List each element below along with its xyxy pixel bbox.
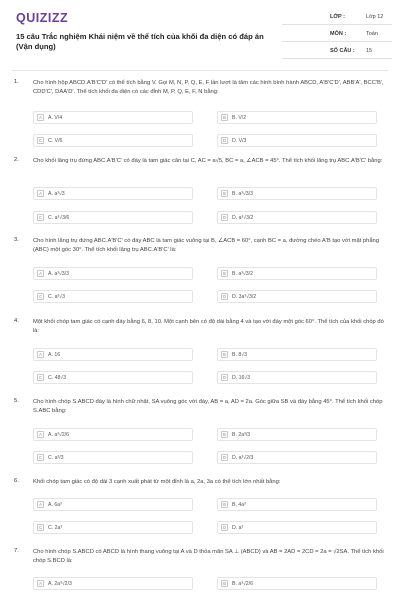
question-text: Cho hình chóp S.ABCD đáy là hình chữ nhật, SA vuông góc với đáy, AB = a, AD = 2a. Góc giữa SB và đáy bằng 45°. Thể tích khối chóp S.ABC bằng: bbox=[33, 399, 383, 414]
worksheet-title: 15 câu Trắc nghiệm Khái niệm về thể tích của khối đa diện có đáp án (Vận dụng) bbox=[16, 32, 264, 51]
option-letter: B bbox=[221, 431, 228, 438]
option-letter: C bbox=[38, 455, 43, 460]
option-letter: A bbox=[37, 501, 44, 508]
option-letter: B bbox=[221, 501, 228, 508]
option-letter: A bbox=[37, 270, 44, 277]
option-letter: C bbox=[38, 138, 43, 143]
meta-label: SỐ CÂU : bbox=[330, 48, 355, 54]
option-letter: A bbox=[37, 190, 44, 197]
meta-label: MÔN : bbox=[330, 31, 347, 37]
option-b[interactable] bbox=[217, 498, 387, 511]
worksheet-meta bbox=[282, 8, 392, 59]
question-number: 4. bbox=[14, 318, 19, 324]
option-text: B. 8√3 bbox=[232, 351, 247, 358]
option-letter: D bbox=[222, 455, 227, 460]
option-text: D. a³√2/3 bbox=[232, 454, 254, 461]
option-a[interactable] bbox=[33, 267, 203, 280]
option-d[interactable] bbox=[217, 521, 387, 534]
meta-value: Toán bbox=[366, 31, 378, 37]
worksheet-header bbox=[0, 0, 400, 66]
option-text: A. 2a³√2/3 bbox=[48, 580, 72, 587]
question-number: 3. bbox=[14, 237, 19, 243]
option-letter: D bbox=[222, 215, 227, 220]
meta-value: 15 bbox=[366, 48, 373, 54]
option-text: C. 2a³ bbox=[48, 524, 63, 531]
option-letter: B bbox=[221, 351, 228, 358]
meta-row-grade bbox=[282, 8, 392, 25]
option-letter: B bbox=[221, 114, 228, 121]
option-b[interactable] bbox=[217, 267, 387, 280]
option-letter: C bbox=[38, 375, 43, 380]
option-c[interactable] bbox=[33, 290, 203, 303]
option-text: C. a³√3 bbox=[48, 293, 65, 300]
option-letter: D bbox=[222, 294, 227, 299]
option-d[interactable] bbox=[217, 134, 387, 147]
option-text: A. a³√3 bbox=[48, 190, 65, 197]
option-letter: D bbox=[222, 375, 227, 380]
question-text: Cho hình lăng trụ đứng ABC.A'B'C' có đáy ABC là tam giác vuông tại B, ∠ACB = 60°, cạnh BC = a, đường chéo A'B tạo với mặt phẳng (ABC) một góc 30°. Thể tích khối lăng trụ ABC.A'B'C' là: bbox=[33, 238, 380, 253]
option-letter: A bbox=[37, 351, 44, 358]
question-text: Cho hình chóp S.ABCD có ABCD là hình thang vuông tại A và D thỏa mãn SA ⊥ (ABCD) và AB = 2AD = 2CD = 2a = √2SA. Thể tích khối chóp S.BCD là: bbox=[33, 549, 384, 564]
option-b[interactable] bbox=[217, 348, 387, 361]
meta-label: LỚP : bbox=[330, 14, 345, 20]
option-c[interactable] bbox=[33, 211, 203, 224]
option-letter: C bbox=[38, 294, 43, 299]
option-a[interactable] bbox=[33, 111, 203, 124]
option-letter: A bbox=[37, 114, 44, 121]
question-number: 5. bbox=[14, 398, 19, 404]
option-text: D. 3a³√3/2 bbox=[232, 293, 257, 300]
option-letter: B bbox=[221, 580, 228, 587]
option-b[interactable] bbox=[217, 111, 387, 124]
meta-value: Lớp 12 bbox=[366, 14, 384, 20]
option-text: A. 6a³ bbox=[48, 501, 62, 508]
option-text: D. V/3 bbox=[232, 137, 247, 144]
question-text: Cho khối lăng trụ đứng ABC.A'B'C' có đáy là tam giác cân tại C, AC = a√5, BC = a, ∠ACB = 45°. Thể tích khối lăng trụ ABC.A'B'C' bằng: bbox=[33, 158, 383, 164]
header-divider bbox=[12, 70, 388, 71]
question-text: Khối chóp tam giác có độ dài 3 cạnh xuất phát từ một đỉnh là a, 2a, 3a có thể tích lớn nhất bằng: bbox=[33, 479, 281, 485]
option-letter: D bbox=[222, 525, 227, 530]
option-text: B. a³√2/6 bbox=[232, 580, 254, 587]
option-letter: C bbox=[38, 525, 43, 530]
meta-row-subject bbox=[282, 25, 392, 42]
option-text: C. a³√3/6 bbox=[48, 214, 70, 221]
option-text: A. V/4 bbox=[48, 114, 63, 121]
option-c[interactable] bbox=[33, 371, 203, 384]
option-a[interactable] bbox=[33, 498, 203, 511]
question-number: 2. bbox=[14, 157, 19, 163]
question-text: Một khối chóp tam giác có cạnh đáy bằng 6, 8, 10. Một cạnh bên có độ dài bằng 4 và tạo với đáy một góc 60°. Thể tích của khối chóp đó là: bbox=[33, 319, 384, 334]
option-b[interactable] bbox=[217, 187, 387, 200]
question-number: 6. bbox=[14, 478, 19, 484]
option-b[interactable] bbox=[217, 428, 387, 441]
option-text: B. a³√3/3 bbox=[232, 190, 254, 197]
option-text: A. a³√2/6 bbox=[48, 431, 70, 438]
option-d[interactable] bbox=[217, 371, 387, 384]
option-d[interactable] bbox=[217, 211, 387, 224]
option-text: A. 16 bbox=[48, 351, 61, 358]
option-text: B. 4a³ bbox=[232, 501, 246, 508]
option-letter: B bbox=[221, 270, 228, 277]
option-text: C. a³/3 bbox=[48, 454, 64, 461]
option-text: A. a³√3/3 bbox=[48, 270, 70, 277]
option-d[interactable] bbox=[217, 290, 387, 303]
option-c[interactable] bbox=[33, 134, 203, 147]
option-letter: D bbox=[222, 138, 227, 143]
option-text: D. a³ bbox=[232, 524, 244, 531]
option-a[interactable] bbox=[33, 428, 203, 441]
option-text: D. a³√3/2 bbox=[232, 214, 254, 221]
option-text: B. a³√3/2 bbox=[232, 270, 254, 277]
question-text: Cho hình hộp ABCD.A'B'C'D' có thể tích bằng V. Gọi M, N, P, Q, E, F lần lượt là tâm các hình bình hành ABCD, A'B'C'D', ABB'A', BCC'B', CDD'C', DAA'D'. Thể tích khối đa diện có các đỉnh M, P, Q, E, F, N bằng: bbox=[33, 80, 384, 95]
option-letter: A bbox=[37, 580, 44, 587]
option-text: D. 16√3 bbox=[232, 374, 251, 381]
option-b[interactable] bbox=[217, 577, 387, 590]
option-a[interactable] bbox=[33, 187, 203, 200]
option-a[interactable] bbox=[33, 348, 203, 361]
option-a[interactable] bbox=[33, 577, 203, 590]
option-text: C. V/6 bbox=[48, 137, 63, 144]
option-letter: C bbox=[38, 215, 43, 220]
option-c[interactable] bbox=[33, 521, 203, 534]
option-text: C. 48√3 bbox=[48, 374, 67, 381]
option-d[interactable] bbox=[217, 451, 387, 464]
option-text: B. V/2 bbox=[232, 114, 247, 121]
quizizz-logo: QUIZIZZ bbox=[16, 11, 69, 25]
option-letter: B bbox=[221, 190, 228, 197]
meta-row-count bbox=[282, 42, 392, 59]
question-number: 7. bbox=[14, 548, 19, 554]
option-c[interactable] bbox=[33, 451, 203, 464]
option-text: B. 2a³/3 bbox=[232, 431, 251, 438]
question-number: 1. bbox=[14, 79, 19, 85]
option-letter: A bbox=[37, 431, 44, 438]
